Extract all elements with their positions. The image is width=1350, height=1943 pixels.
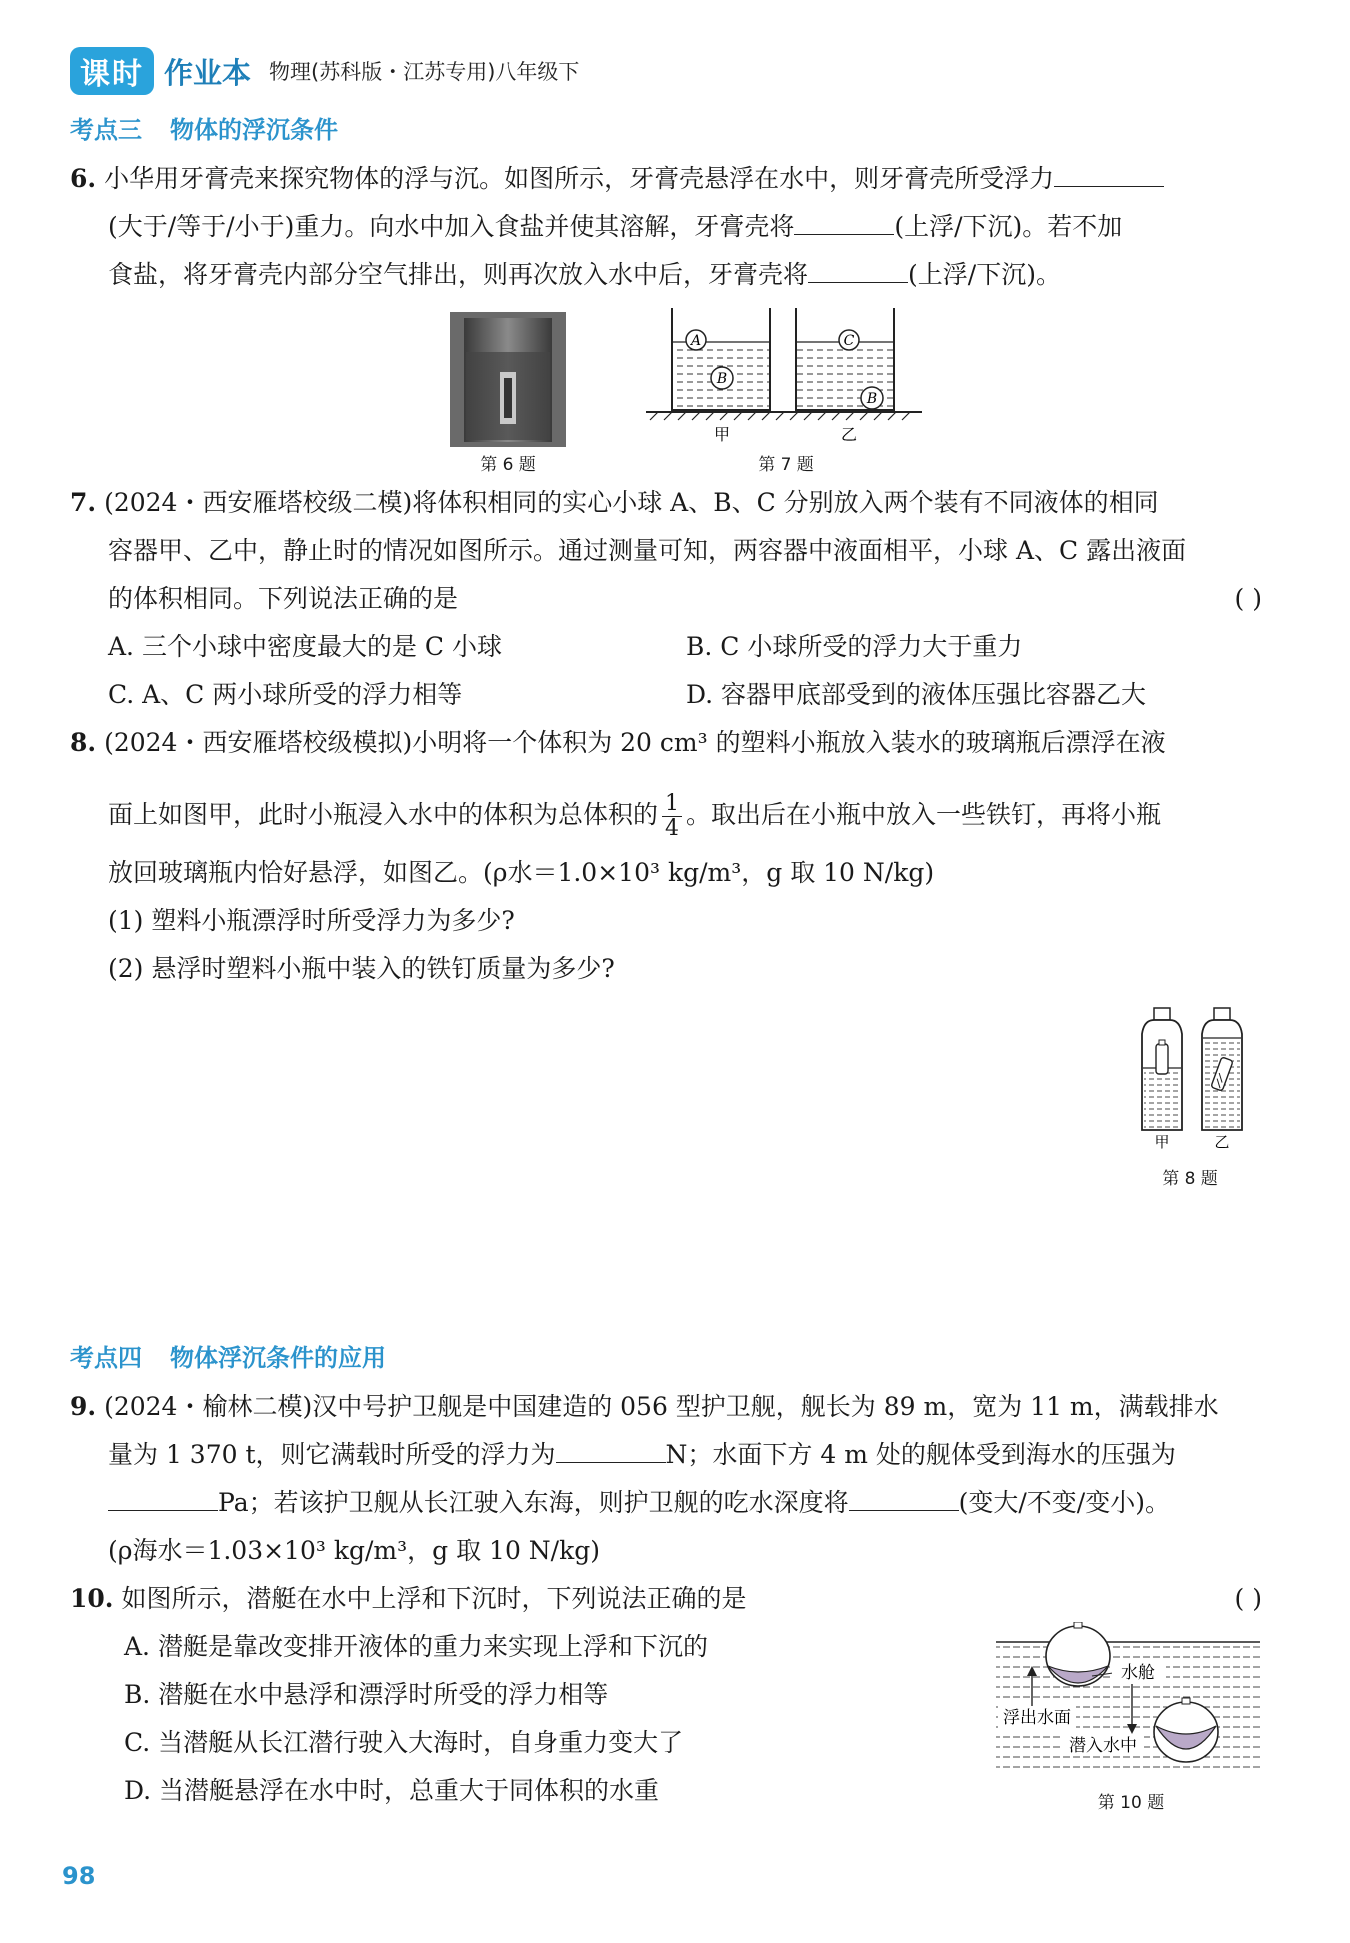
fraction-numerator: 1 [662,792,682,817]
figure-6-photo [450,312,566,447]
question-8-sub-2: (2) 悬浮时塑料小瓶中装入的铁钉质量为多少? [108,954,615,983]
ball-a-label: A [690,333,702,349]
question-text: Pa；若该护卫舰从长江驶入东海，则护卫舰的吃水深度将 [218,1488,849,1517]
question-6-line-2 [108,212,1122,242]
question-text: 如图所示，潜艇在水中上浮和下沉时，下列说法正确的是 [121,1584,747,1613]
ball-b2-label: B [866,391,878,407]
question-text: N；水面下方 4 m 处的舰体受到海水的压强为 [665,1440,1176,1469]
option-d[interactable]: D. 当潜艇悬浮在水中时，总重大于同体积的水重 [124,1776,660,1805]
section-title: 物体浮沉条件的应用 [170,1344,386,1372]
question-text: 量为 1 370 t，则它满载时所受的浮力为 [108,1440,556,1469]
label-surface: 浮出水面 [1003,1708,1071,1728]
question-8-line-3: 放回玻璃瓶内恰好悬浮，如图乙。(ρ水＝1.0×10³ kg/m³，g 取 10 N/kg) [108,858,935,887]
option-b[interactable]: B. 潜艇在水中悬浮和漂浮时所受的浮力相等 [124,1680,609,1709]
label-dive: 潜入水中 [1069,1736,1137,1756]
question-7-line-3: 的体积相同。下列说法正确的是 [108,584,459,613]
section-heading [70,1338,386,1373]
question-number: 9. [70,1392,97,1421]
section-label: 考点四 [70,1344,142,1372]
question-9-line-1 [70,1392,1219,1422]
figure-8-diagram [1116,1004,1266,1162]
answer-blank[interactable] [108,1488,218,1511]
page-header [70,48,579,94]
question-text: (2024・榆林二模)汉中号护卫舰是中国建造的 056 型护卫舰，舰长为 89 m，宽为 11 m，满载排水 [104,1392,1219,1421]
series-logo-subtitle: 作业本 [164,55,252,90]
option-c[interactable]: C. A、C 两小球所受的浮力相等 [108,680,463,709]
series-logo: 课时 [70,47,154,95]
question-text: (2024・西安雁塔校级模拟)小明将一个体积为 20 cm³ 的塑料小瓶放入装水的玻璃瓶后漂浮在液 [104,728,1166,757]
answer-blank[interactable] [794,212,894,235]
book-subject: 物理(苏科版・江苏专用)八年级下 [269,60,580,84]
bottle-yi-label: 乙 [1214,1133,1230,1151]
question-6-line-3 [108,260,1061,290]
label-water-tank: 水舱 [1121,1663,1155,1683]
figure-10-caption: 第 10 题 [1097,1793,1165,1813]
question-text: (大于/等于/小于)重力。向水中加入食盐并使其溶解，牙膏壳将 [108,212,795,241]
answer-blank[interactable] [1054,164,1164,187]
answer-parentheses[interactable]: ( ) [1234,584,1262,613]
figure-7-caption: 第 7 题 [758,455,814,475]
question-8-line-2 [108,790,1161,841]
section-label: 考点三 [70,116,142,144]
figure-10-diagram [992,1622,1266,1782]
section-title: 物体的浮沉条件 [170,116,338,144]
bottle-jia-label: 甲 [1154,1133,1170,1151]
option-a[interactable]: A. 潜艇是靠改变排开液体的重力来实现上浮和下沉的 [124,1632,708,1661]
question-text: 小华用牙膏壳来探究物体的浮与沉。如图所示，牙膏壳悬浮在水中，则牙膏壳所受浮力 [104,164,1055,193]
option-d[interactable]: D. 容器甲底部受到的液体压强比容器乙大 [686,680,1147,709]
question-text: 。取出后在小瓶中放入一些铁钉，再将小瓶 [686,800,1162,829]
fraction-denominator: 4 [665,816,680,841]
question-9-line-4: (ρ海水＝1.03×10³ kg/m³，g 取 10 N/kg) [108,1536,601,1565]
option-c[interactable]: C. 当潜艇从长江潜行驶入大海时，自身重力变大了 [124,1728,684,1757]
question-8-sub-1: (1) 塑料小瓶漂浮时所受浮力为多少? [108,906,515,935]
question-7-line-1 [70,488,1159,518]
ball-c-label: C [843,333,855,349]
ball-b-label: B [716,371,728,387]
figure-6-caption: 第 6 题 [480,455,536,475]
question-text: (上浮/下沉)。 [908,260,1061,289]
answer-parentheses[interactable]: ( ) [1234,1584,1262,1613]
question-number: 7. [70,488,97,517]
question-10-line-1 [70,1584,746,1614]
question-9-line-3 [108,1488,1170,1518]
question-9-line-2 [108,1440,1176,1470]
section-heading [70,110,338,145]
question-text: 面上如图甲，此时小瓶浸入水中的体积为总体积的 [108,800,659,829]
question-number: 8. [70,728,97,757]
answer-blank[interactable] [849,1488,959,1511]
figure-7-diagram [646,306,922,446]
question-text: 食盐，将牙膏壳内部分空气排出，则再次放入水中后，牙膏壳将 [108,260,809,289]
question-number: 10. [70,1584,114,1613]
question-7-line-2: 容器甲、乙中，静止时的情况如图所示。通过测量可知，两容器中液面相平，小球 A、C 露出液面 [108,536,1187,565]
option-b[interactable]: B. C 小球所受的浮力大于重力 [686,632,1023,661]
answer-blank[interactable] [808,260,908,283]
answer-blank[interactable] [556,1440,666,1463]
container-jia-label: 甲 [713,425,731,444]
question-text: (2024・西安雁塔校级二模)将体积相同的实心小球 A、B、C 分别放入两个装有不同液体的相同 [104,488,1159,517]
question-8-line-1 [70,728,1166,758]
option-a[interactable]: A. 三个小球中密度最大的是 C 小球 [108,632,502,661]
fraction [662,792,682,841]
question-6-line-1 [70,164,1164,194]
page-number: 98 [62,1862,96,1890]
question-number: 6. [70,164,97,193]
figure-8-caption: 第 8 题 [1162,1169,1218,1189]
question-text: (上浮/下沉)。若不加 [894,212,1123,241]
container-yi-label: 乙 [840,425,858,444]
question-text: (变大/不变/变小)。 [958,1488,1170,1517]
